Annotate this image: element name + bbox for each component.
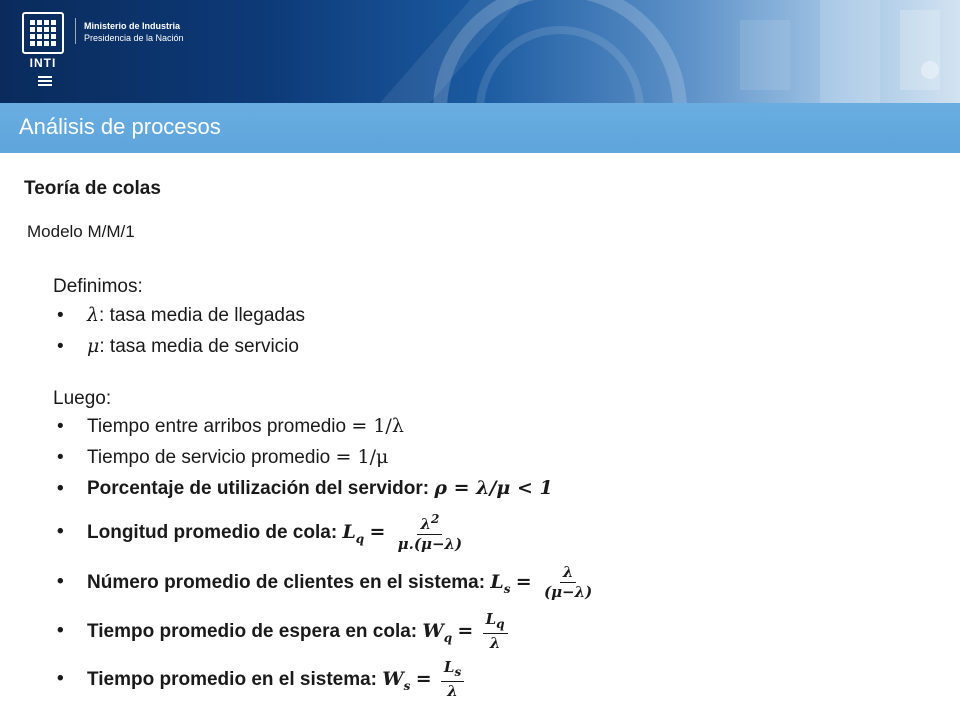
result-item: • Número promedio de clientes en el sistema: $L_s$ = $\frac{\lambda}{(\mu-\lambda)}$ <box>53 557 599 607</box>
result-item: • Tiempo promedio de espera en cola: $W_q$ = $\frac{L_q}{\lambda}$ <box>53 607 599 655</box>
inti-logo-text: INTI <box>29 56 57 70</box>
fraction: $\frac{L_q}{\lambda}$ <box>483 612 508 651</box>
definition-item: • μ: tasa media de servicio <box>53 331 305 362</box>
result-item: • Longitud promedio de cola: $L_q$ = $\frac{\lambda^2}{\mu.(\mu-\lambda)}$ <box>53 507 599 557</box>
section-heading: Teoría de colas <box>24 178 161 199</box>
section-subheading: Modelo M/M/1 <box>27 222 135 241</box>
ministry-label <box>84 20 184 44</box>
page-title: Análisis de procesos <box>19 114 221 139</box>
fraction: $\frac{\lambda^2}{\mu.(\mu-\lambda)}$ <box>397 511 463 554</box>
result-item: • Porcentaje de utilización del servidor: ρ = λ/μ < 1 <box>53 473 599 507</box>
definitions-label: Definimos: <box>53 276 143 297</box>
results-block <box>53 388 599 703</box>
result-item: • Tiempo promedio en el sistema: $W_s$ = $\frac{L_s}{\lambda}$ <box>53 655 599 703</box>
fraction: $\frac{L_s}{\lambda}$ <box>441 660 464 699</box>
banner-industrial-decoration <box>0 0 960 103</box>
header-banner <box>0 0 960 103</box>
fraction: $\frac{\lambda}{(\mu-\lambda)}$ <box>543 562 593 602</box>
header-divider <box>75 18 76 44</box>
definitions-block <box>53 276 305 362</box>
title-bar <box>0 103 960 153</box>
result-item: • Tiempo entre arribos promedio = 1/λ <box>53 411 599 442</box>
results-label: Luego: <box>53 388 112 409</box>
logo-flag-bars <box>38 76 52 88</box>
definition-item: • λ: tasa media de llegadas <box>53 300 305 331</box>
inti-logo-emblem <box>22 12 64 54</box>
ministry-line-1: Ministerio de Industria <box>84 21 181 31</box>
ministry-line-2: Presidencia de la Nación <box>84 33 184 43</box>
result-item: • Tiempo de servicio promedio = 1/μ <box>53 442 599 473</box>
